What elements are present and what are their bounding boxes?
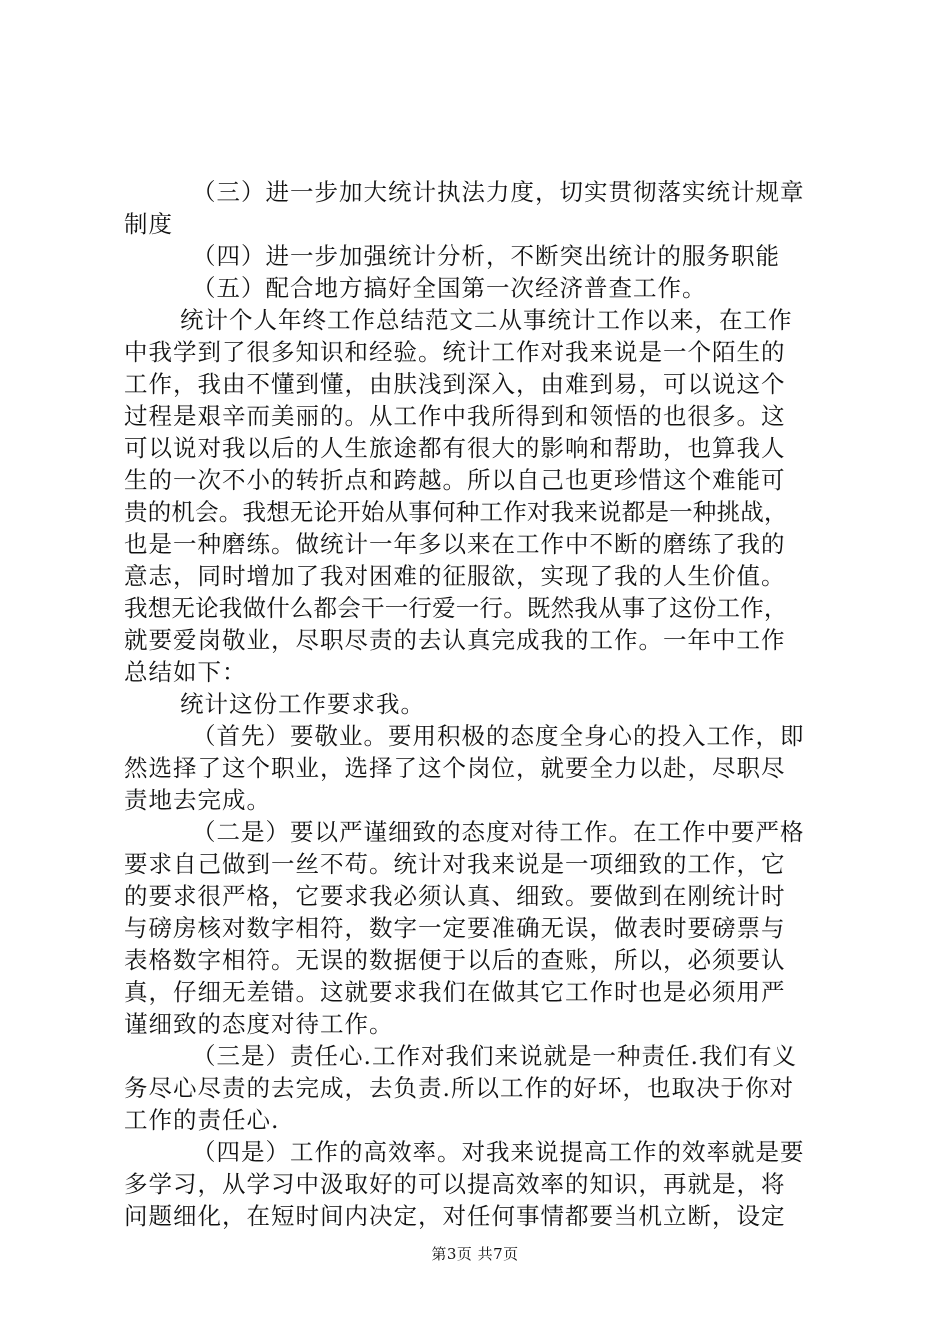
text-line: 意志，同时增加了我对困难的征服欲，实现了我的人生价值。 bbox=[124, 562, 786, 590]
text-line: 工作，我由不懂到懂，由肤浅到深入，由难到易，可以说这个 bbox=[124, 370, 786, 398]
text-line: 责地去完成。 bbox=[124, 786, 271, 814]
text-line: （四是）工作的高效率。对我来说提高工作的效率就是要 bbox=[192, 1138, 805, 1166]
text-line: 贵的机会。我想无论开始从事何种工作对我来说都是一种挑战， bbox=[124, 498, 788, 526]
text-line: 统计个人年终工作总结范文二从事统计工作以来，在工作 bbox=[180, 306, 793, 334]
text-line: （首先）要敬业。要用积极的态度全身心的投入工作，即 bbox=[192, 722, 805, 750]
text-line: 就要爱岗敬业，尽职尽责的去认真完成我的工作。一年中工作 bbox=[124, 626, 786, 654]
text-line: 统计这份工作要求我。 bbox=[180, 690, 425, 718]
text-line: 多学习，从学习中汲取好的可以提高效率的知识，再就是，将 bbox=[124, 1170, 786, 1198]
text-line: 也是一种磨练。做统计一年多以来在工作中不断的磨练了我的 bbox=[124, 530, 786, 558]
text-line: （三是）责任心.工作对我们来说就是一种责任.我们有义 bbox=[192, 1042, 797, 1070]
page-number-footer: 第3页 共7页 bbox=[431, 1245, 519, 1263]
text-line: 工作的责任心. bbox=[124, 1106, 280, 1134]
text-line: 要求自己做到一丝不苟。统计对我来说是一项细致的工作，它 bbox=[124, 850, 786, 878]
text-line: （三）进一步加大统计执法力度，切实贯彻落实统计规章 bbox=[192, 178, 805, 206]
text-line: 的要求很严格，它要求我必须认真、细致。要做到在刚统计时 bbox=[124, 882, 786, 910]
text-line: 总结如下： bbox=[124, 658, 247, 686]
text-line: 制度 bbox=[124, 210, 173, 238]
text-line: 过程是艰辛而美丽的。从工作中我所得到和领悟的也很多。这 bbox=[124, 402, 786, 430]
text-line: 可以说对我以后的人生旅途都有很大的影响和帮助，也算我人 bbox=[124, 434, 786, 462]
text-line: 问题细化，在短时间内决定，对任何事情都要当机立断，设定 bbox=[124, 1202, 786, 1230]
text-line: 与磅房核对数字相符，数字一定要准确无误，做表时要磅票与 bbox=[124, 914, 786, 942]
text-line: 我想无论我做什么都会干一行爱一行。既然我从事了这份工作， bbox=[124, 594, 788, 622]
text-line: 谨细致的态度对待工作。 bbox=[124, 1010, 394, 1038]
text-line: 生的一次不小的转折点和跨越。所以自己也更珍惜这个难能可 bbox=[124, 466, 786, 494]
text-line: （五）配合地方搞好全国第一次经济普查工作。 bbox=[192, 274, 707, 302]
text-line: 务尽心尽责的去完成，去负责.所以工作的好坏，也取决于你对 bbox=[124, 1074, 794, 1102]
text-line: 然选择了这个职业，选择了这个岗位，就要全力以赴，尽职尽 bbox=[124, 754, 786, 782]
text-line: 真，仔细无差错。这就要求我们在做其它工作时也是必须用严 bbox=[124, 978, 786, 1006]
text-line: （二是）要以严谨细致的态度对待工作。在工作中要严格 bbox=[192, 818, 805, 846]
text-line: 表格数字相符。无误的数据便于以后的查账，所以，必须要认 bbox=[124, 946, 786, 974]
text-line: （四）进一步加强统计分析，不断突出统计的服务职能 bbox=[192, 242, 780, 270]
text-line: 中我学到了很多知识和经验。统计工作对我来说是一个陌生的 bbox=[124, 338, 786, 366]
